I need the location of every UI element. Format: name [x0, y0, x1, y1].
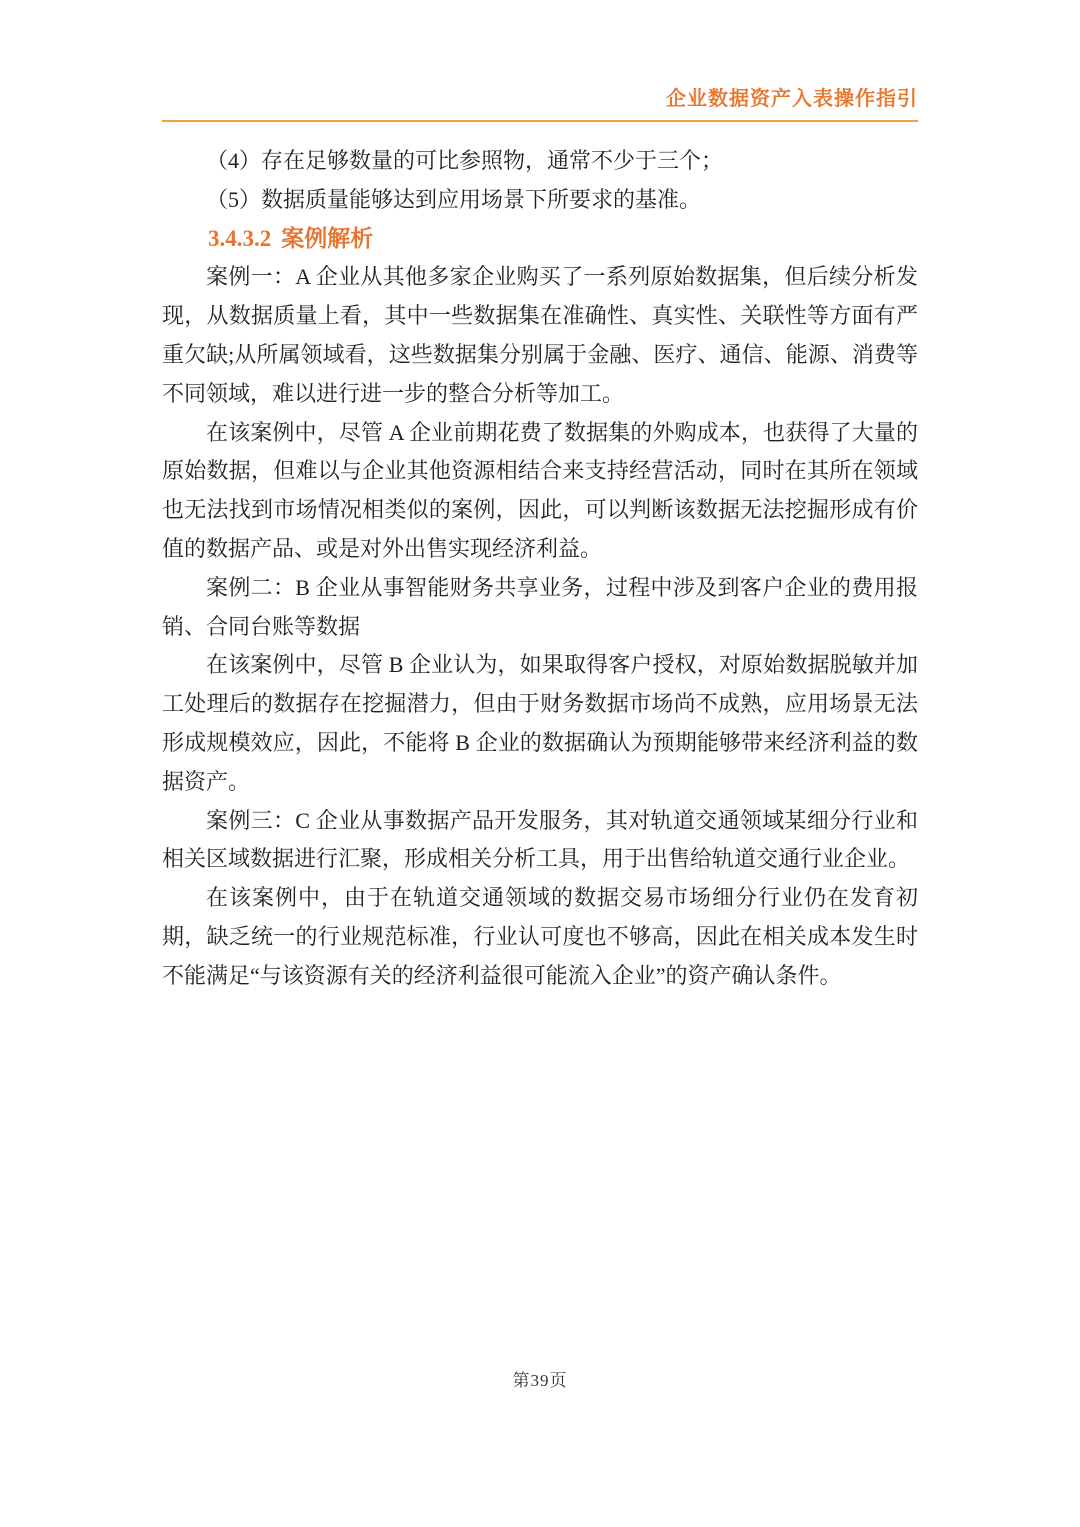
paragraph-case3-analysis: 在该案例中，由于在轨道交通领域的数据交易市场细分行业仍在发育初期，缺乏统一的行业规范标准，行业认可度也不够高，因此在相关成本发生时不能满足“与该资源有关的经济利益很可能流入企业”的资产确认条件。 [162, 885, 918, 988]
paragraph-case3: 案例三：C 企业从事数据产品开发服务，其对轨道交通领域某细分行业和相关区域数据进行汇聚，形成相关分析工具，用于出售给轨道交通行业企业。 [162, 807, 918, 872]
section-heading [162, 220, 918, 259]
paragraph-case2: 案例二：B 企业从事智能财务共享业务，过程中涉及到客户企业的费用报销、合同台账等数据 [162, 574, 918, 639]
header-rule-divider [162, 120, 918, 122]
paragraph-case2-analysis: 在该案例中，尽管 B 企业认为，如果取得客户授权，对原始数据脱敏并加工处理后的数据存在挖掘潜力，但由于财务数据市场尚不成熟，应用场景无法形成规模效应，因此，不能将 B 企业的数据确认为预期能够带来经济利益的数据资产。 [162, 652, 918, 794]
list-item-4: （4）存在足够数量的可比参照物，通常不少于三个； [206, 148, 724, 173]
list-item-5: （5）数据质量能够达到应用场景下所要求的基准。 [206, 186, 702, 212]
running-header-title: 企业数据资产入表操作指引 [666, 88, 918, 110]
section-title: 案例解析 [281, 225, 374, 251]
page-number-label: 第39页 [512, 1371, 568, 1390]
section-number: 3.4.3.2 [208, 225, 272, 251]
document-body [162, 142, 918, 996]
paragraph-case1: 案例一：A 企业从其他多家企业购买了一系列原始数据集，但后续分析发现，从数据质量上看，其中一些数据集在准确性、真实性、关联性等方面有严重欠缺;从所属领域看，这些数据集分别属于金融、医疗、通信、能源、消费等不同领域，难以进行进一步的整合分析等加工。 [162, 264, 918, 406]
paragraph-case1-analysis: 在该案例中，尽管 A 企业前期花费了数据集的外购成本，也获得了大量的原始数据，但难以与企业其他资源相结合来支持经营活动，同时在其所在领域也无法找到市场情况相类似的案例，因此，可以判断该数据无法挖掘形成有价值的数据产品、或是对外出售实现经济利益。 [162, 419, 918, 561]
